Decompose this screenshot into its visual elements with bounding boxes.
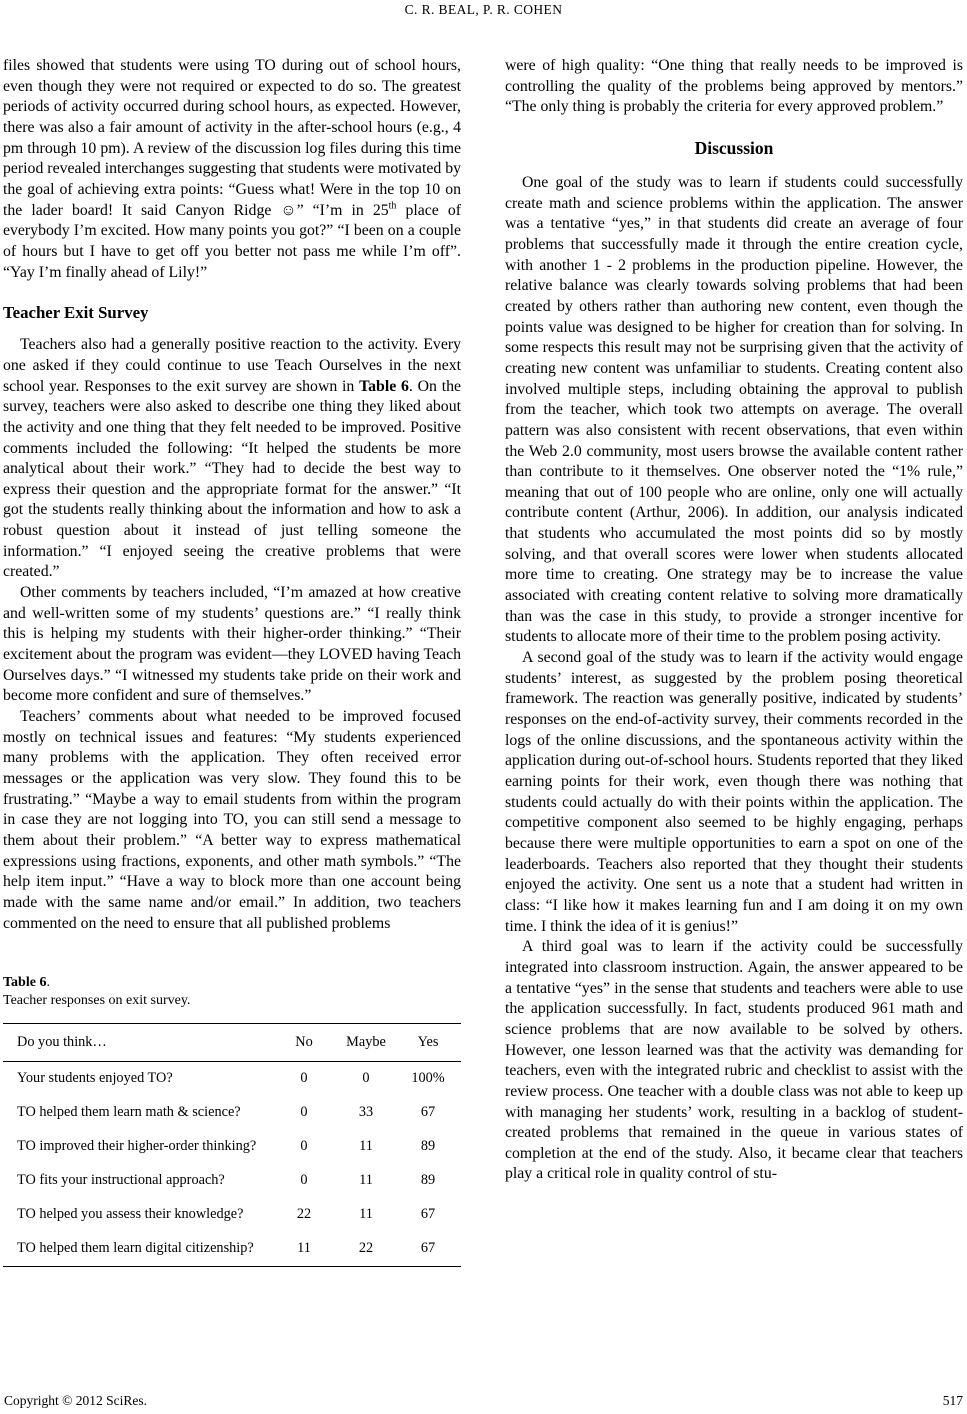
table6-reference: Table 6 [359,377,409,395]
running-head: C. R. BEAL, P. R. COHEN [404,2,563,17]
page-footer [4,1393,963,1409]
paragraph-text: files showed that students were using TO during out of school hours, even though they were not required or expected to do so. The greatest periods of activity occurred during school hours, as expected. However, there was also a fair amount of activity in the after-school hours (e.g., 4 pm through 10 pm). A review of the discussion log files during this time period revealed interchanges suggesting that students were motivated by the goal of achieving extra points: “Guess what! Were in the top 10 on the lader board! It said Canyon Ridge [3,57,461,219]
page-number: 517 [942,1393,963,1408]
column-header-maybe: Maybe [346,1034,386,1051]
cell-question: TO helped them learn math & science? [17,1104,241,1121]
cell-yes: 67 [420,1240,436,1257]
cell-no: 0 [300,1172,308,1189]
paragraph-activity-logs [3,56,461,283]
table-6-block [3,974,461,1267]
paragraph-teacher-reaction [3,335,461,583]
cell-maybe: 22 [358,1240,374,1257]
table-row [3,1062,461,1097]
ordinal-suffix: th [388,200,397,212]
paragraph-text: Teachers also had a generally positive reaction to the activity. Every one asked if they could continue to use Teach Ourselves in the next school year. Responses to the exit survey are shown in [3,336,461,395]
table-row [3,1130,461,1164]
paragraph-text: ” “I’m in 25 [296,201,389,219]
paragraph-quality-quotes: were of high quality: “One thing that really needs to be improved is controlling the quality of the problems being approved by mentors.” “The only thing is probably the criteria for every approved problem.” [505,57,963,116]
paragraph-other-comments: Other comments by teachers included, “I’m amazed at how creative and well-written some of my students’ questions are.” “I really think this is helping my students with their higher-order thinking.” “Their excitement about the program was evident—they LOVED having Teach Ourselves days.” “I witnessed my students take pride on their work and become more confident and sure of themselves.” [3,584,461,705]
cell-no: 0 [300,1104,308,1121]
table-6-caption: Teacher responses on exit survey. [3,993,191,1009]
two-column-body [0,56,967,1267]
paragraph-text: . On the survey, teachers were also asked to describe one thing they liked about the activity and one thing that they felt needed to be improved. Positive comments included the following: “It helped the students be more analytical about their work.” “They had to decide the best way to express their question and the appropriate format for the answer.” “It got the students really thinking about the information and how to ask a robust question about it instead of just telling someone the information.” “I enjoyed seeing the creative problems that were created.” [3,377,461,581]
section-heading-teacher-exit-survey: Teacher Exit Survey [3,303,149,323]
table-row [3,1232,461,1267]
table-row [3,1198,461,1232]
paragraph-goal-three: A third goal was to learn if the activity could be successfully integrated into classroom instruction. Again, the answer appeared to be a tentative “yes” in the sense that students and teachers were able to use the application successfully. In fact, students produced 961 math and science problems that are now available to be solved by others. However, one lesson learned was that the activity was demanding for teachers, even with the integrated rubric and checklist to assist with the review process. One teacher with a double class was not able to keep up with managing her students’ work, resulting in a backlog of student-created problems that remained in the queue in various states of completion at the end of the study. Also, it became clear that teachers play a critical role in quality control of stu- [505,938,963,1183]
cell-yes: 89 [420,1138,436,1155]
cell-no: 0 [300,1070,308,1087]
table-6-label [3,974,461,992]
paragraph-goal-one: One goal of the study was to learn if students could successfully create math and science problems within the application. The answer was a tentative “yes,” in that students did create an average of four problems that successfully made it through the entire creation cycle, with another 1 - 2 problems in the production pipeline. However, the relative balance was clearly towards solving problems that had been created by others rather than authoring new content, even though the points value was designed to be higher for creation than for solving. In some respects this result may not be surprising given that the activity of creating new content was unfamiliar to students. Creating content also involved multiple steps, including obtaining the approval to publish from the teacher, which took two attempts on average. The overall pattern was also consistent with recent observations, that even within the Web 2.0 community, most users browse the available content rather than contribute to it themselves. One observer noted the “1% rule,” meaning that out of 100 people who are online, only one will actually contribute content (Arthur, 2006). In addition, our analysis indicated that students who accumulated the most points did so by mostly solving, and that overall scores were lower when students allocated more time to creating. One strategy may be to increase the value associated with creating content relative to solving more dramatically than was the case in this study, to provide a stronger incentive for students to allocate more of their time to the problem posing activity. [505,173,963,646]
cell-maybe: 11 [359,1138,373,1155]
table-6-label-bold: Table 6 [3,975,47,991]
table-header-row [3,1024,461,1062]
cell-question: TO fits your instructional approach? [17,1172,225,1189]
copyright-notice: Copyright © 2012 SciRes. [4,1393,148,1408]
section-heading-discussion: Discussion [694,137,774,158]
cell-question: TO helped you assess their knowledge? [17,1206,244,1223]
cell-question: TO helped them learn digital citizenship? [17,1240,254,1257]
paragraph-text: place of everybody I’m excited. How many points you got?” “I been on a couple of hours but I have to get off you better not pass me while I’m off”. “Yay I’m finally ahead of Lily!” [3,201,462,281]
smiley-face-icon: ☺ [280,201,297,219]
cell-yes: 67 [420,1206,436,1223]
paragraph-goal-two: A second goal of the study was to learn if the activity would engage students’ interest, as suggested by the problem posing theoretical framework. The reaction was generally positive, indicated by students’ responses on the end-of-activity survey, their comments recorded in the logs of the online discussions, and the spontaneous activity within the application during out-of-school hours. Students reported that they liked earning points for their work, even though there was nothing that students could actually do with their points within the application. The competitive component also seemed to be highly engaging, perhaps because there were multiple opportunities to earn a spot on one of the leaderboards. Teachers also reported that they thought their students enjoyed the activity. One sent us a note that a student had written in class: “I like how it makes learning fun and I am doing it on my own time. I think the idea of it is genius!” [505,649,963,935]
cell-yes: 100% [411,1070,445,1087]
cell-question: TO improved their higher-order thinking? [17,1138,257,1155]
paragraph-improvements: Teachers’ comments about what needed to be improved focused mostly on technical issues and features: “My students experienced many problems with the application. They often received error messages or the application was very slow. They found this to be frustrating.” “Maybe a way to email students from within the program in case they are not logging into TO, you can still send a message to them about their problem.” “A better way to express mathematical expressions using fractions, exponents, and other math symbols.” “The help item input.” “Have a way to block more than one account being made with the same name and/or email.” In addition, two teachers commented on the need to ensure that all published problems [3,708,461,932]
cell-yes: 89 [420,1172,436,1189]
cell-maybe: 33 [358,1104,374,1121]
cell-question: Your students enjoyed TO? [17,1070,173,1087]
exit-survey-table [3,1023,461,1267]
cell-no: 0 [300,1138,308,1155]
cell-maybe: 0 [362,1070,370,1087]
cell-yes: 67 [420,1104,436,1121]
column-header-question: Do you think… [17,1034,107,1051]
left-column [3,56,461,1267]
cell-maybe: 11 [359,1172,373,1189]
cell-no: 22 [296,1206,312,1223]
cell-maybe: 11 [359,1206,373,1223]
table-6-label-period: . [46,975,50,991]
column-header-yes: Yes [417,1034,439,1051]
right-column [505,56,963,1267]
column-header-no: No [295,1034,313,1051]
table-row [3,1164,461,1198]
cell-no: 11 [297,1240,311,1257]
table-row [3,1096,461,1130]
